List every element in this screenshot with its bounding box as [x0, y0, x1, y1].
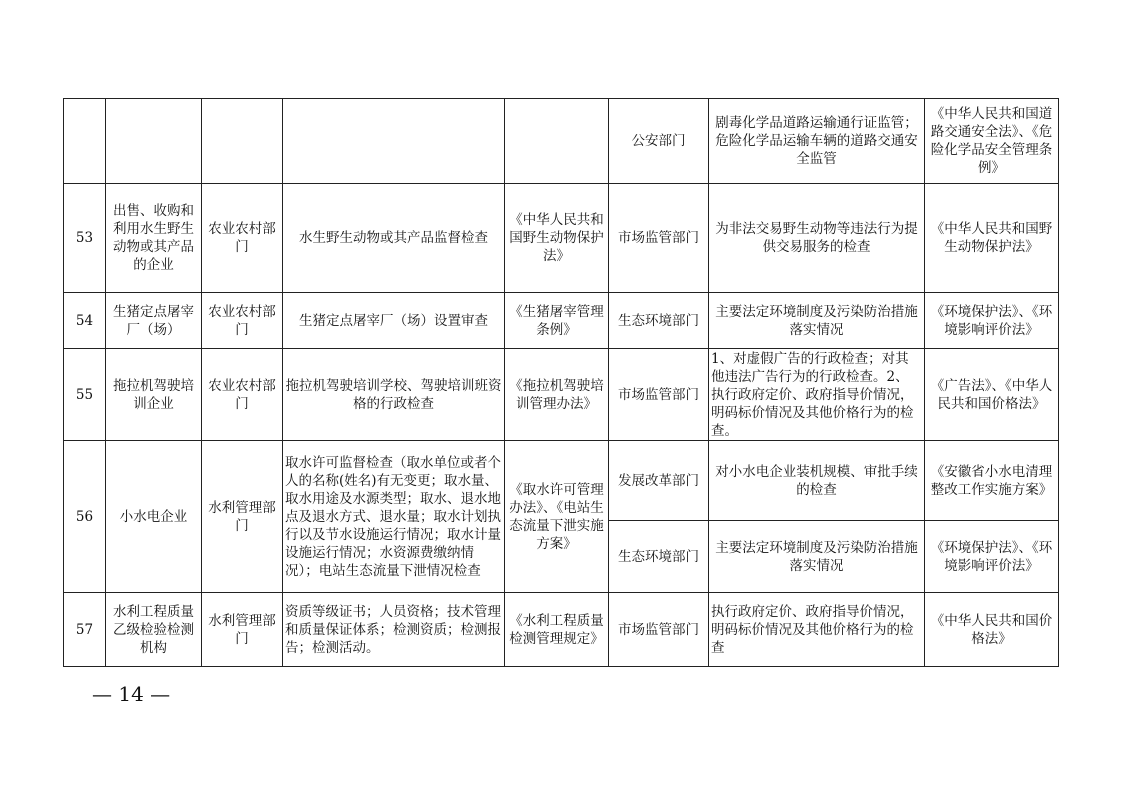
row-number-cell: 54	[64, 293, 106, 349]
table-row	[64, 184, 1059, 293]
coop-basis-cell: 《中华人民共和国道路交通安全法》、《危险化学品安全管理条例》	[925, 99, 1059, 184]
inspection-item-cell: 拖拉机驾驶培训学校、驾驶培训班资格的行政检查	[283, 349, 505, 441]
row-number-cell: 53	[64, 184, 106, 293]
inspection-item-cell	[283, 99, 505, 184]
inspection-object-cell: 拖拉机驾驶培训企业	[106, 349, 202, 441]
responsible-dept-cell: 水利管理部门	[202, 441, 283, 593]
responsible-dept-cell: 农业农村部门	[202, 184, 283, 293]
inspection-basis-cell: 《生猪屠宰管理条例》	[505, 293, 609, 349]
coop-basis-cell: 《环境保护法》、《环境影响评价法》	[925, 293, 1059, 349]
coop-basis-cell: 《中华人民共和国价格法》	[925, 593, 1059, 667]
coop-basis-cell: 《安徽省小水电清理整改工作实施方案》	[925, 441, 1059, 521]
coop-item-cell: 1、对虚假广告的行政检查；对其他违法广告行为的行政检查。2、执行政府定价、政府指导价情况，明码标价情况及其他价格行为的检查。	[709, 349, 925, 441]
row-number-cell: 57	[64, 593, 106, 667]
coop-item-cell: 剧毒化学品道路运输通行证监管；危险化学品运输车辆的道路交通安全监管	[709, 99, 925, 184]
table-row	[64, 441, 1059, 521]
row-number-cell: 55	[64, 349, 106, 441]
inspection-basis-cell	[505, 99, 609, 184]
coop-item-cell: 对小水电企业装机规模、审批手续的检查	[709, 441, 925, 521]
inspection-object-cell	[106, 99, 202, 184]
inspection-item-cell: 生猪定点屠宰厂（场）设置审查	[283, 293, 505, 349]
inspection-basis-cell: 《水利工程质量检测管理规定》	[505, 593, 609, 667]
responsible-dept-cell: 水利管理部门	[202, 593, 283, 667]
inspection-object-cell: 小水电企业	[106, 441, 202, 593]
table-row	[64, 293, 1059, 349]
row-number-cell	[64, 99, 106, 184]
inspection-object-cell: 水利工程质量乙级检验检测机构	[106, 593, 202, 667]
coop-dept-cell: 市场监管部门	[609, 593, 709, 667]
responsible-dept-cell: 农业农村部门	[202, 349, 283, 441]
row-number-cell: 56	[64, 441, 106, 593]
coop-item-cell: 为非法交易野生动物等违法行为提供交易服务的检查	[709, 184, 925, 293]
coop-dept-cell: 生态环境部门	[609, 521, 709, 593]
responsible-dept-cell: 农业农村部门	[202, 293, 283, 349]
inspection-object-cell: 生猪定点屠宰厂（场）	[106, 293, 202, 349]
coop-item-cell: 主要法定环境制度及污染防治措施落实情况	[709, 521, 925, 593]
inspection-object-cell: 出售、收购和利用水生野生动物或其产品的企业	[106, 184, 202, 293]
inspection-basis-cell: 《中华人民共和国野生动物保护法》	[505, 184, 609, 293]
inspection-table	[63, 98, 1059, 667]
coop-item-cell: 执行政府定价、政府指导价情况，明码标价情况及其他价格行为的检查	[709, 593, 925, 667]
table-row	[64, 99, 1059, 184]
coop-dept-cell: 市场监管部门	[609, 349, 709, 441]
page-number: — 14 —	[92, 682, 171, 706]
table-row	[64, 593, 1059, 667]
coop-dept-cell: 公安部门	[609, 99, 709, 184]
coop-basis-cell: 《广告法》、《中华人民共和国价格法》	[925, 349, 1059, 441]
inspection-item-cell: 取水许可监督检查（取水单位或者个人的名称(姓名)有无变更；取水量、取水用途及水源类型；取水、退水地点及退水方式、退水量；取水计划执行以及节水设施运行情况；取水计量设施运行情况；水资源费缴纳情况）；电站生态流量下泄情况检查	[283, 441, 505, 593]
coop-basis-cell: 《环境保护法》、《环境影响评价法》	[925, 521, 1059, 593]
coop-basis-cell: 《中华人民共和国野生动物保护法》	[925, 184, 1059, 293]
coop-dept-cell: 市场监管部门	[609, 184, 709, 293]
inspection-basis-cell: 《拖拉机驾驶培训管理办法》	[505, 349, 609, 441]
coop-dept-cell: 发展改革部门	[609, 441, 709, 521]
inspection-item-cell: 资质等级证书；人员资格；技术管理和质量保证体系；检测资质；检测报告；检测活动。	[283, 593, 505, 667]
inspection-item-cell: 水生野生动物或其产品监督检查	[283, 184, 505, 293]
coop-dept-cell: 生态环境部门	[609, 293, 709, 349]
inspection-basis-cell: 《取水许可管理办法》、《电站生态流量下泄实施方案》	[505, 441, 609, 593]
table-row	[64, 349, 1059, 441]
coop-item-cell: 主要法定环境制度及污染防治措施落实情况	[709, 293, 925, 349]
responsible-dept-cell	[202, 99, 283, 184]
